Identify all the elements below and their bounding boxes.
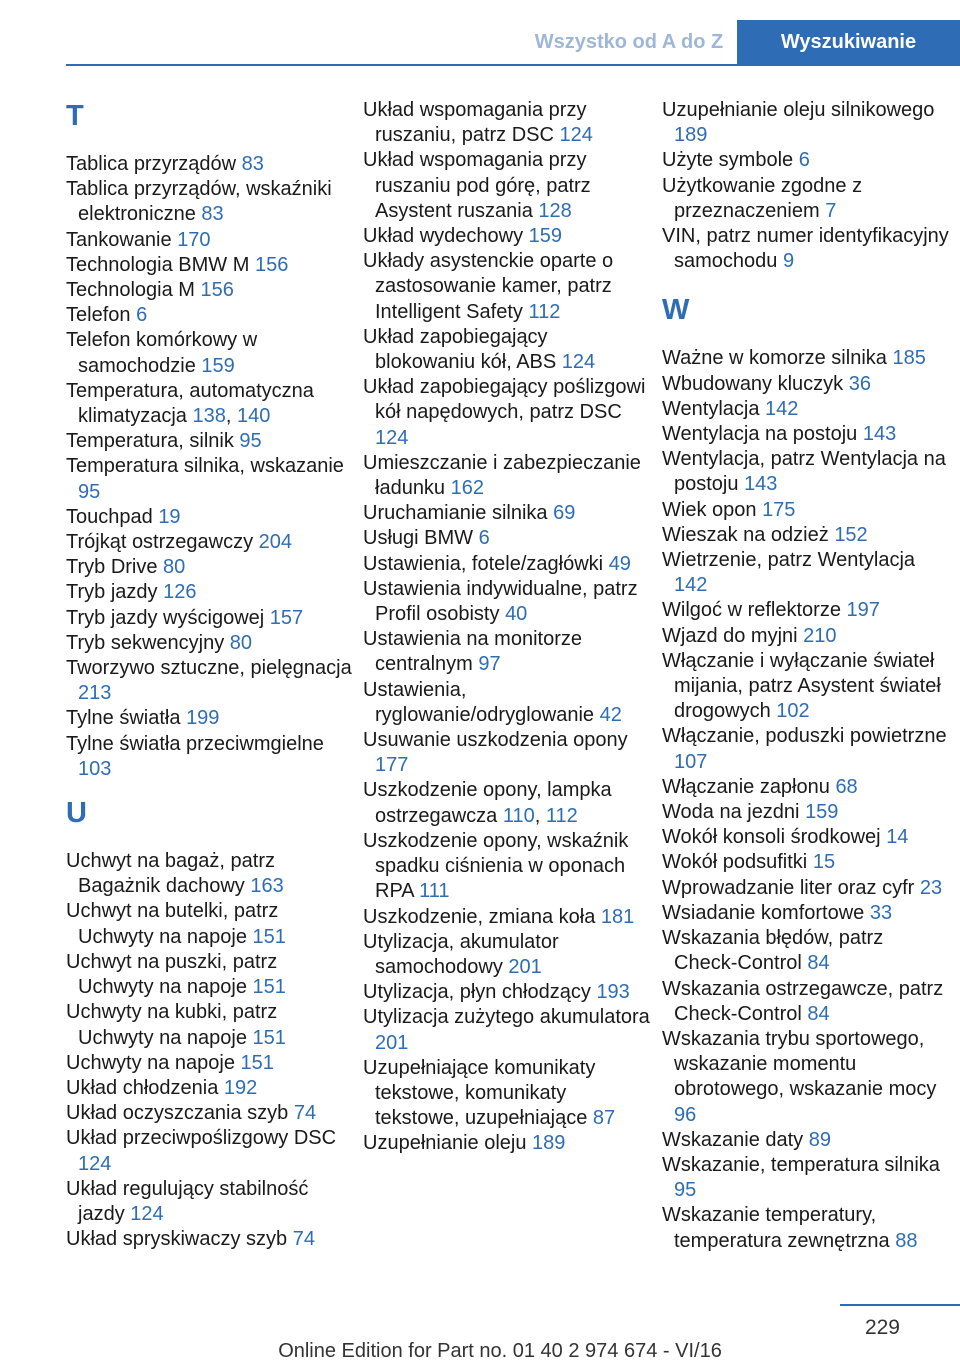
index-entry [363, 148, 651, 224]
index-entry [662, 1203, 950, 1253]
index-entry [662, 876, 950, 901]
index-letter-heading: T [66, 100, 84, 132]
index-entry [363, 980, 651, 1005]
index-entry [66, 1227, 354, 1252]
index-entry [662, 598, 950, 623]
index-entry-text: Tylne światła przeciwmgielne [66, 732, 324, 755]
index-entry [662, 372, 950, 397]
page-reference-link[interactable]: 68 [835, 775, 858, 798]
index-entry-text: Temperatura silnika, wskazanie [66, 455, 344, 478]
page-reference-link[interactable]: 151 [252, 925, 286, 948]
index-entry-text: Układ chłodzenia [66, 1076, 219, 1099]
index-entry [662, 1153, 950, 1203]
index-entry-text: Uzupełniające komunikaty tekstowe, komunikaty tekstowe, uzupełniające [363, 1056, 596, 1130]
page-reference-link[interactable]: 163 [250, 875, 284, 898]
index-entry-text: Układ przeciwpoślizgowy DSC [66, 1127, 337, 1150]
index-entry-text: Tryb Drive [66, 556, 158, 579]
index-column-2 [363, 98, 651, 1157]
page-reference-link[interactable]: 157 [269, 606, 304, 629]
page-reference-link[interactable]: 112 [545, 804, 578, 827]
index-entry [662, 800, 950, 825]
index-entry [662, 397, 950, 422]
index-entry [363, 905, 651, 930]
page-reference-link[interactable]: 88 [895, 1229, 918, 1252]
index-entry-text: Tylne światła [66, 707, 181, 730]
index-entry-text: Tryb jazdy wyścigowej [66, 606, 265, 629]
page-reference-link[interactable]: 138 [192, 405, 226, 428]
index-entry [66, 706, 354, 731]
index-entry-text: Układ oczyszczania szyb [66, 1102, 289, 1125]
index-entry-text: Wokół podsufitki [662, 851, 808, 874]
index-entry [66, 278, 354, 303]
edition-note: Online Edition for Part no. 01 40 2 974 674 - VI/16 [278, 1340, 722, 1362]
page-reference-link[interactable]: 97 [478, 653, 501, 676]
index-entry-text: Układ zapobiegający poślizgowi kół napędowych, patrz DSC [363, 376, 646, 424]
index-entry-text: Wprowadzanie liter oraz cyfr [662, 876, 915, 899]
page-reference-link[interactable]: 170 [177, 228, 211, 251]
page-reference-link[interactable]: 140 [236, 405, 271, 428]
index-entry [662, 548, 950, 598]
index-entry [66, 429, 354, 454]
index-entry-text: Wskazania błędów, patrz Check-Control [662, 927, 884, 975]
index-entry-text: Touchpad [66, 505, 153, 528]
index-entry-text: Układ wspomagania przy ruszaniu, patrz DSC [363, 99, 587, 147]
index-entry [66, 454, 354, 504]
index-entry-text: Technologia M [66, 279, 195, 302]
index-entry-text: Ustawienia na monitorze centralnym [363, 628, 582, 676]
index-entry-text: Włączanie zapłonu [662, 775, 830, 798]
index-entry-text: Wjazd do myjni [662, 624, 798, 647]
page-reference-link[interactable]: 151 [240, 1051, 274, 1074]
index-entry [662, 977, 950, 1027]
index-letter-heading: W [662, 294, 690, 327]
index-entry [662, 422, 950, 447]
index-column-3 [662, 98, 950, 1254]
index-entry [363, 224, 651, 249]
index-entry [363, 325, 651, 375]
index-entry [66, 152, 354, 177]
index-entry-text: Układ wspomagania przy ruszaniu pod górę, patrz Asystent ruszania [363, 149, 591, 222]
index-entry [66, 1126, 354, 1176]
index-entry-text: Wiek opon [662, 498, 757, 521]
page-reference-link[interactable]: 210 [803, 624, 837, 647]
index-entry [363, 577, 651, 627]
page-reference-link[interactable]: 156 [254, 253, 289, 276]
index-entry [662, 523, 950, 548]
index-entry-text: Tankowanie [66, 228, 172, 251]
index-entry-text: Układy asystenckie oparte o zastosowanie kamer, patrz Intelligent Safety [363, 250, 614, 323]
page-reference-link[interactable]: 6 [478, 527, 490, 550]
index-entry [66, 530, 354, 555]
index-entry [363, 1131, 651, 1156]
index-entry [66, 1177, 354, 1227]
index-entry [66, 177, 354, 227]
page-reference-link[interactable]: 87 [592, 1107, 616, 1130]
index-entry-text: Woda na jezdni [662, 801, 800, 824]
page-reference-link[interactable]: 181 [600, 905, 635, 928]
index-entry-text: Wskazania trybu sportowego, wskazanie momentu obrotowego, wskazanie mocy [662, 1027, 937, 1101]
index-entry-text: Uszkodzenie, zmiana koła [363, 905, 596, 928]
page-reference-link[interactable]: 107 [674, 750, 708, 773]
page-reference-link[interactable]: 84 [807, 952, 830, 975]
page-reference-link[interactable]: 162 [450, 477, 484, 500]
page-reference-link[interactable]: 9 [782, 250, 795, 273]
page-reference-link[interactable]: 143 [744, 473, 778, 496]
page-reference-link[interactable]: 6 [136, 304, 148, 327]
index-entry [363, 249, 651, 325]
index-entry [363, 375, 651, 451]
page-reference-link[interactable]: 159 [528, 225, 563, 248]
page-reference-link[interactable]: 40 [505, 603, 528, 626]
index-entry [66, 656, 354, 706]
page-reference-link[interactable]: 124 [130, 1202, 164, 1225]
index-entry-text: Wskazanie, temperatura silnika [662, 1153, 940, 1176]
index-entry [363, 526, 651, 551]
page-reference-link[interactable]: 15 [812, 851, 836, 874]
index-entry [66, 1076, 354, 1101]
index-entry [66, 606, 354, 631]
index-entry [66, 1051, 354, 1076]
index-entry [662, 724, 950, 774]
page-reference-link[interactable]: 96 [674, 1103, 697, 1126]
page-reference-link[interactable]: 126 [163, 581, 197, 604]
index-entry-text: Wsiadanie komfortowe [662, 901, 865, 924]
page-reference-link[interactable]: 112 [528, 300, 561, 323]
page-reference-link[interactable]: 124 [559, 124, 593, 147]
page-reference-link[interactable]: 19 [158, 505, 181, 528]
page-reference-link[interactable]: 143 [862, 423, 897, 446]
index-entry-text: Wentylacja na postoju [662, 423, 858, 446]
index-entry [66, 253, 354, 278]
page-reference-link[interactable]: 199 [186, 707, 220, 730]
index-entry [363, 1005, 651, 1055]
index-entry-text: Wskazanie daty [662, 1128, 804, 1151]
index-entry-text: Tablica przyrządów, wskaźniki elektroniczne [66, 178, 332, 226]
index-entry-text: Włączanie, poduszki powietrzne [662, 725, 947, 748]
page-reference-link[interactable]: 142 [765, 397, 799, 420]
index-entry-text: Użytkowanie zgodne z przeznaczeniem [662, 174, 863, 222]
page-reference-link[interactable]: 142 [674, 574, 708, 597]
index-entry [363, 930, 651, 980]
page-reference-link[interactable]: 80 [229, 631, 253, 654]
page-reference-link[interactable]: 110 [502, 804, 535, 827]
index-entry-text: Włączanie i wyłączanie świateł mijania, patrz Asystent świateł drogowych [662, 649, 941, 723]
index-entry [662, 624, 950, 649]
index-entry [66, 899, 354, 949]
index-entry-text: Tryb jazdy [66, 581, 158, 604]
index-entry-text: Telefon komórkowy w samochodzie [66, 329, 258, 377]
page-reference-link[interactable]: 193 [596, 981, 630, 1004]
page-reference-link[interactable]: 111 [419, 880, 450, 903]
index-entry-text: Utylizacja, płyn chłodzący [363, 981, 591, 1004]
index-entry [363, 829, 651, 905]
index-entry-text: Wilgoć w reflektorze [662, 599, 841, 622]
index-entry-text: Ustawienia indywidualne, patrz Profil osobisty [363, 577, 638, 626]
page-reference-link[interactable]: 83 [201, 203, 224, 226]
index-entry [66, 555, 354, 580]
index-entry [662, 498, 950, 523]
index-entry-text: Układ spryskiwaczy szyb [66, 1228, 288, 1251]
page-reference-link[interactable]: 102 [776, 700, 810, 723]
index-entry-text: Uszkodzenie opony, wskaźnik spadku ciśnienia w oponach RPA [363, 829, 629, 903]
index-entry [662, 224, 950, 274]
index-entry-text: Umieszczanie i zabezpieczanie ładunku [363, 451, 641, 500]
index-entry [662, 649, 950, 725]
page-reference-link[interactable]: 95 [674, 1179, 697, 1202]
index-entry-text: Układ wydechowy [363, 225, 524, 248]
index-entry [66, 505, 354, 530]
page-reference-link[interactable]: 124 [78, 1152, 112, 1175]
page-reference-link[interactable]: 175 [762, 498, 796, 521]
page-reference-link[interactable]: 74 [293, 1102, 317, 1125]
index-entry-text: Tworzywo sztuczne, pielęgnacja [66, 657, 352, 680]
index-entry-text: Układ zapobiegający blokowaniu kół, ABS [363, 325, 557, 374]
index-entry-text: Ustawienia, ryglowanie/odryglowanie [363, 678, 595, 726]
index-entry [66, 1000, 354, 1050]
index-entry-text: Ustawienia, fotele/zagłówki [363, 552, 604, 575]
index-entry-text: Uchwyty na napoje [66, 1051, 235, 1074]
index-entry [662, 850, 950, 875]
index-entry-text: Usuwanie uszkodzenia opony [363, 729, 628, 752]
page-reference-link[interactable]: 189 [674, 124, 708, 147]
index-entry-text: Wentylacja [662, 397, 760, 420]
index-entry-text: Wbudowany kluczyk [662, 372, 844, 395]
index-entry-text: Uchwyt na puszki, patrz Uchwyty na napoje [66, 950, 278, 999]
page-reference-link[interactable]: 189 [532, 1132, 566, 1155]
page-reference-link[interactable]: 128 [538, 199, 572, 222]
index-entry [662, 346, 950, 371]
page-reference-link[interactable]: 103 [78, 757, 112, 780]
index-entry [66, 732, 354, 782]
index-entry-text: Technologia BMW M [66, 253, 250, 276]
index-entry-text: Uszkodzenie opony, lampka ostrzegawcza [363, 779, 612, 827]
index-entry-text: Uchwyt na butelki, patrz Uchwyty na napoje [66, 900, 279, 948]
header-rule [66, 64, 960, 66]
index-entry [363, 627, 651, 677]
index-entry [662, 825, 950, 850]
index-entry [363, 451, 651, 501]
index-entry-text: Wieszak na odzież [662, 523, 829, 546]
index-entry-text: Utylizacja, akumulator samochodowy [363, 930, 559, 978]
page-reference-link[interactable]: 83 [241, 153, 264, 175]
index-entry-text: Utylizacja zużytego akumulatora [363, 1006, 650, 1029]
index-entry [363, 98, 651, 148]
index-entry [662, 926, 950, 976]
page-reference-link[interactable]: 95 [78, 480, 101, 503]
index-entry [662, 775, 950, 800]
index-entry [662, 98, 950, 148]
index-entry-text: Wskazania ostrzegawcze, patrz Check-Control [662, 977, 944, 1025]
index-entry [662, 174, 950, 224]
page-reference-link[interactable]: 159 [805, 801, 839, 824]
index-entry: Temperatura, automatyczna klimatyzacja 138, 140 [66, 379, 314, 428]
search-tab[interactable]: Wyszukiwanie [737, 20, 960, 64]
index-entry [363, 552, 651, 577]
index-entry [66, 631, 354, 656]
page-number: 229 [864, 1316, 900, 1339]
index-entry [662, 1027, 950, 1128]
page-reference-link[interactable]: 151 [252, 1026, 286, 1049]
page-reference-link[interactable]: 95 [239, 430, 262, 453]
index-entry-text: Uzupełnianie oleju [363, 1132, 527, 1155]
index-entry [66, 303, 354, 328]
index-entry [662, 901, 950, 926]
index-entry-text: Wskazanie temperatury, temperatura zewnętrzna [662, 1204, 890, 1252]
index-entry-text: Układ regulujący stabilność jazdy [66, 1177, 309, 1225]
page-reference-link[interactable]: 201 [375, 1031, 409, 1054]
index-entry [66, 950, 354, 1000]
index-entry [662, 148, 950, 173]
page-reference-link[interactable]: 151 [252, 976, 286, 999]
index-entry [66, 849, 354, 899]
index-entry-text: Trójkąt ostrzegawczy [66, 531, 254, 554]
footer-rule [840, 1304, 960, 1306]
index-entry-text: Uchwyty na kubki, patrz Uchwyty na napoje [66, 1001, 278, 1049]
index-entry-text: Tryb sekwencyjny [66, 631, 225, 654]
index-entry-text: VIN, patrz numer identyfikacyjny samochodu [662, 225, 949, 273]
page-reference-link[interactable]: 49 [608, 552, 631, 575]
index-entry [66, 1101, 354, 1126]
page-reference-link[interactable]: 185 [892, 347, 926, 370]
page-reference-link[interactable]: 80 [163, 556, 186, 579]
index-letter-heading: U [66, 797, 87, 830]
page-reference-link[interactable]: 36 [848, 372, 871, 395]
page-reference-link[interactable]: 69 [553, 502, 576, 525]
index-entry-text: Ważne w komorze silnika [662, 347, 887, 370]
page-reference-link[interactable]: 201 [508, 955, 542, 978]
index-entry-text: Telefon [66, 304, 131, 327]
page-reference-link[interactable]: 6 [798, 149, 810, 172]
index-entry [662, 447, 950, 497]
page-reference-link[interactable]: 152 [834, 523, 868, 546]
page-reference-link[interactable]: 124 [375, 426, 409, 449]
page-reference-link[interactable]: 213 [78, 682, 112, 705]
index-entry-text: Uzupełnianie oleju silnikowego [662, 99, 935, 121]
index-entry [363, 678, 651, 728]
index-entry [66, 580, 354, 605]
page-reference-link[interactable]: 177 [375, 754, 409, 777]
index-entry-text: Wokół konsoli środkowej [662, 826, 881, 849]
page-header [66, 20, 960, 65]
section-tab[interactable]: Wszystko od A do Z [534, 31, 724, 53]
page-reference-link[interactable]: 124 [561, 351, 596, 374]
index-entry-text: Tablica przyrządów [66, 153, 237, 175]
page-reference-link[interactable]: 89 [808, 1128, 831, 1151]
page-reference-link[interactable]: 33 [869, 901, 893, 924]
page-reference-link[interactable]: 42 [599, 703, 622, 726]
index-entry-text: Temperatura, automatyczna klimatyzacja [66, 379, 314, 428]
index-entry-text: Wietrzenie, patrz Wentylacja [662, 549, 916, 572]
index-entry-text: Uruchamianie silnika [363, 502, 548, 525]
index-entry [66, 228, 354, 253]
index-column-1 [66, 98, 354, 1252]
page-reference-link[interactable]: 204 [258, 531, 293, 554]
index-entry-text: Temperatura, silnik [66, 430, 234, 453]
page-reference-link[interactable]: 197 [846, 599, 880, 622]
page-reference-link[interactable]: 159 [201, 354, 235, 377]
page-reference-link[interactable]: 192 [223, 1076, 258, 1099]
page-reference-link[interactable]: 7 [825, 199, 837, 222]
page-reference-link[interactable]: 74 [292, 1228, 315, 1251]
index-entry [662, 1128, 950, 1153]
page-reference-link[interactable]: 14 [886, 826, 909, 849]
index-entry: Uszkodzenie opony, lampka ostrzegawcza 110, 112 [363, 779, 612, 827]
page-reference-link[interactable]: 156 [200, 279, 234, 302]
index-entry [363, 1056, 651, 1132]
page-reference-link[interactable]: 84 [807, 1002, 830, 1025]
index-entry [363, 728, 651, 778]
index-entry [363, 501, 651, 526]
index-entry-text: Usługi BMW [363, 527, 474, 550]
index-entry-text: Użyte symbole [662, 149, 794, 172]
index-entry [66, 328, 354, 378]
index-entry-text: Wentylacja, patrz Wentylacja na postoju [662, 448, 946, 496]
page-reference-link[interactable]: 23 [919, 876, 943, 899]
index-entry-text: Uchwyt na bagaż, patrz Bagażnik dachowy [66, 850, 275, 898]
